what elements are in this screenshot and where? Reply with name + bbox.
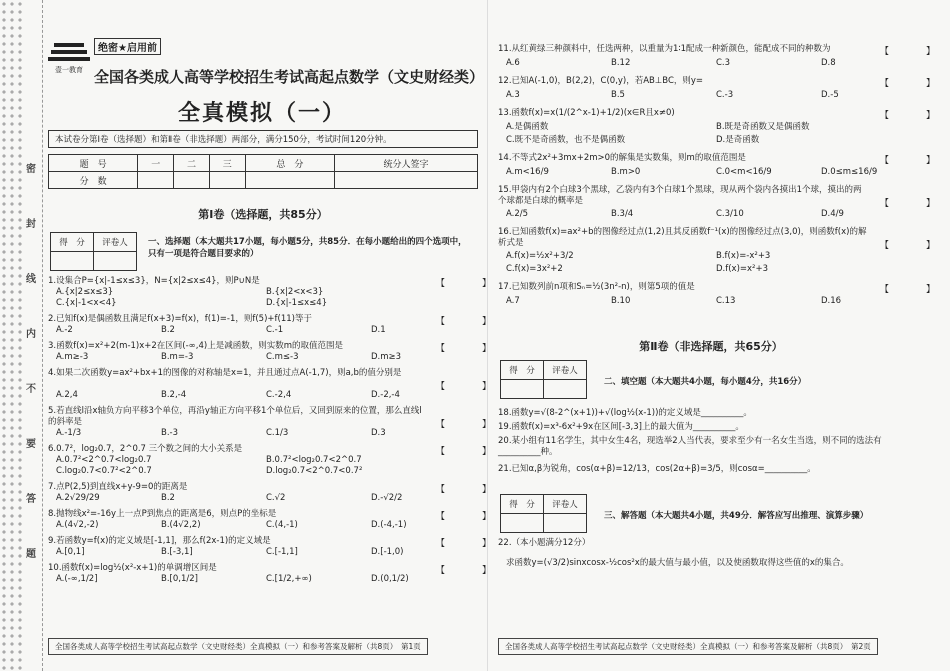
option-row bbox=[506, 209, 926, 220]
question-text: 2.已知f(x)是偶函数且满足f(x+3)=f(x)，f(1)=-1，则f(5)+f(11)等于 bbox=[48, 314, 312, 324]
score-header: 题 号 bbox=[49, 155, 138, 172]
option-row bbox=[506, 135, 926, 146]
question-text: 3.函数f(x)=x²+2(m-1)x+2在区间(-∞,4)上是减函数，则实数m的取值范围是 bbox=[48, 341, 343, 351]
option: C.既不是奇函数，也不是偶函数 bbox=[506, 135, 626, 145]
option: D.-√2/2 bbox=[371, 493, 403, 503]
page-footer-right: 全国各类成人高等学校招生考试高起点数学（文史财经类）全真模拟（一）和参考答案及解析（共8页） 第2页 bbox=[498, 638, 878, 655]
option: B.2 bbox=[161, 325, 175, 335]
exam-notice: 本试卷分第Ⅰ卷（选择题）和第Ⅱ卷（非选择题）两部分，满分150分，考试时间120分钟。 bbox=[48, 130, 478, 148]
option-row bbox=[56, 390, 476, 401]
option-row bbox=[56, 287, 476, 298]
question-text: 11.从红黄绿三种颜料中，任选两种，以重量为1∶1配成一种新颜色，能配成不同的种数为 bbox=[498, 44, 831, 54]
option-row bbox=[506, 90, 926, 101]
question-text: 10.函数f(x)=log½(x²-x+1)的单调增区间是 bbox=[48, 563, 217, 573]
question-text: 8.抛物线x²=-16y上一点P到焦点的距离是6，则点P的坐标是 bbox=[48, 509, 277, 519]
logo-text: 壹一教育 bbox=[55, 66, 83, 74]
option-row bbox=[56, 493, 476, 504]
answer-bracket: 【 】 bbox=[880, 111, 950, 121]
option: C.1/3 bbox=[266, 428, 289, 438]
answer-bracket: 【 】 bbox=[436, 566, 506, 576]
option-row bbox=[56, 325, 476, 336]
option: C.m≤-3 bbox=[266, 352, 299, 362]
question-text: 12.已知A(-1,0)，B(2,2)，C(0,y)，若AB⊥BC，则y= bbox=[498, 76, 704, 86]
answer-bracket: 【 】 bbox=[436, 420, 506, 430]
option: B.[0,1/2] bbox=[161, 574, 198, 584]
option: A.{x|2≤x≤3} bbox=[56, 287, 114, 297]
option: B.f(x)=-x²+3 bbox=[716, 251, 771, 261]
option-row bbox=[506, 58, 926, 69]
answer-bracket: 【 】 bbox=[436, 539, 506, 549]
section-1-instructions: 一、选择题（本大题共17小题，每小题5分，共85分．在每小题给出的四个选项中，只有一项是符合题目要求的） bbox=[148, 237, 467, 259]
question-text: 16.已知函数f(x)=ax²+b的图像经过点(1,2)且其反函数f⁻¹(x)的图像经过点(3,0)，则函数f(x)的解析式是 bbox=[498, 227, 867, 248]
option: A.2/5 bbox=[506, 209, 529, 219]
option: C.13 bbox=[716, 296, 736, 306]
grader-box bbox=[500, 360, 587, 399]
publisher-logo bbox=[48, 40, 90, 90]
section-3-instructions: 三、解答题（本大题共4小题，共49分．解答应写出推理、演算步骤） bbox=[604, 511, 869, 521]
option-row bbox=[56, 547, 476, 558]
option: C.√2 bbox=[266, 493, 286, 503]
option: D.-5 bbox=[821, 90, 839, 100]
option: A.2√29/29 bbox=[56, 493, 100, 503]
option: C.3/10 bbox=[716, 209, 744, 219]
fill-question: 18.函数y=√(8-2^(x+1))+√(log½(x-1))的定义域是__________。 bbox=[498, 408, 752, 418]
option: A.m≥-3 bbox=[56, 352, 89, 362]
option: B.10 bbox=[611, 296, 631, 306]
option: D.是奇函数 bbox=[716, 135, 760, 145]
seal-char: 线 bbox=[26, 274, 36, 285]
option: D.(0,1/2) bbox=[371, 574, 409, 584]
option: B.m>0 bbox=[611, 167, 641, 177]
option: B.m=-3 bbox=[161, 352, 194, 362]
answer-bracket: 【 】 bbox=[880, 47, 950, 57]
question-text: 17.已知数列前n项和Sₙ=½(3n²-n)，则第5项的值是 bbox=[498, 282, 695, 292]
option-row bbox=[506, 122, 926, 133]
question-text: 4.如果二次函数y=ax²+bx+1的图像的对称轴是x=1，并且通过点A(-1,7)，则a,b的值分别是 bbox=[48, 368, 402, 378]
option: A.-1/3 bbox=[56, 428, 82, 438]
option: A.3 bbox=[506, 90, 520, 100]
option: A.(-∞,1/2] bbox=[56, 574, 98, 584]
answer-bracket: 【 】 bbox=[880, 199, 950, 209]
grader-name-label: 评卷人 bbox=[94, 233, 137, 252]
seal-line bbox=[24, 0, 43, 671]
option: C.-1 bbox=[266, 325, 284, 335]
option: B.{x|2<x<3} bbox=[266, 287, 324, 297]
option: B.2,-4 bbox=[161, 390, 187, 400]
option: B.12 bbox=[611, 58, 631, 68]
answer-bracket: 【 】 bbox=[880, 79, 950, 89]
option: B.(4√2,2) bbox=[161, 520, 201, 530]
section-2-instructions: 二、填空题（本大题共4小题，每小题4分，共16分） bbox=[604, 377, 807, 387]
option: D.[-1,0) bbox=[371, 547, 404, 557]
option: D.1 bbox=[371, 325, 386, 335]
option-row bbox=[56, 298, 476, 309]
option: B.2 bbox=[161, 493, 175, 503]
perforation-strip bbox=[0, 0, 22, 671]
option: B.5 bbox=[611, 90, 625, 100]
score-header: 二 bbox=[174, 155, 210, 172]
option: D.0≤m≤16/9 bbox=[821, 167, 878, 177]
answer-bracket: 【 】 bbox=[880, 285, 950, 295]
question-text: 6.0.7²，log₂0.7，2^0.7 三个数之间的大小关系是 bbox=[48, 444, 243, 454]
option: A.[0,1] bbox=[56, 547, 85, 557]
grader-name-label: 评卷人 bbox=[544, 361, 587, 380]
option-row bbox=[506, 167, 926, 178]
paper-title: 全真模拟（一） bbox=[178, 101, 347, 126]
grader-score-label: 得 分 bbox=[501, 361, 544, 380]
option: C.-2,4 bbox=[266, 390, 292, 400]
question-text: 5.若直线l沿x轴负方向平移3个单位，再沿y轴正方向平移1个单位后，又回到原来的位置，那么直线l的斜率是 bbox=[48, 406, 422, 427]
question-text: 15.甲袋内有2个白球3个黑球，乙袋内有3个白球1个黑球，现从两个袋内各摸出1个球，摸出的两个球都是白球的概率是 bbox=[498, 185, 862, 206]
answer-bracket: 【 】 bbox=[880, 156, 950, 166]
option: A.6 bbox=[506, 58, 520, 68]
question-text: 7.点P(2,5)到直线x+y-9=0的距离是 bbox=[48, 482, 188, 492]
option: C.[1/2,+∞) bbox=[266, 574, 312, 584]
fill-question: 21.已知α,β为锐角，cos(α+β)=12/13，cos(2α+β)=3/5，则cosα=__________。 bbox=[498, 464, 816, 474]
option: A.0.7²<2^0.7<log₂0.7 bbox=[56, 455, 152, 465]
confidential-badge: 绝密★启用前 bbox=[94, 38, 161, 55]
seal-char: 不 bbox=[26, 384, 36, 395]
option: D.m≥3 bbox=[371, 352, 402, 362]
answer-bracket: 【 】 bbox=[436, 344, 506, 354]
option: C.[-1,1] bbox=[266, 547, 298, 557]
option-row bbox=[56, 466, 476, 477]
option: D.4/9 bbox=[821, 209, 844, 219]
option: D.{x|-1≤x≤4} bbox=[266, 298, 328, 308]
option: A.m<16/9 bbox=[506, 167, 549, 177]
option-row bbox=[506, 251, 926, 262]
option: D.(-4,-1) bbox=[371, 520, 407, 530]
seal-char: 要 bbox=[26, 439, 36, 450]
answer-bracket: 【 】 bbox=[436, 447, 506, 457]
option-row bbox=[56, 574, 476, 585]
fill-question: 19.函数f(x)=x³-6x²+9x在区间[-3,3]上的最大值为__________。 bbox=[498, 422, 744, 432]
option: A.是偶函数 bbox=[506, 122, 549, 132]
question-text: 13.函数f(x)=x(1/(2^x-1)+1/2)(x∈R且x≠0) bbox=[498, 108, 675, 118]
score-header: 三 bbox=[209, 155, 245, 172]
seal-char: 内 bbox=[26, 329, 36, 340]
option-row bbox=[56, 455, 476, 466]
question-22-body: 求函数y=(√3/2)sinxcosx-½cos²x的最大值与最小值，以及使函数取得这些值的x的集合。 bbox=[506, 558, 849, 568]
score-table bbox=[48, 154, 478, 189]
answer-bracket: 【 】 bbox=[436, 485, 506, 495]
option: A.f(x)=½x²+3/2 bbox=[506, 251, 574, 261]
fill-question: 20.某小组有11名学生，其中女生4名，现选举2人当代表，要求至少有一名女生当选，则不同的选法有__________种。 bbox=[498, 436, 882, 457]
left-column bbox=[48, 8, 506, 651]
answer-bracket: 【 】 bbox=[436, 382, 506, 392]
right-column bbox=[498, 8, 950, 651]
option: C.3 bbox=[716, 58, 731, 68]
option: A.2,4 bbox=[56, 390, 78, 400]
option: B.既是奇函数又是偶函数 bbox=[716, 122, 810, 132]
option: C.0<m<16/9 bbox=[716, 167, 772, 177]
option: A.7 bbox=[506, 296, 520, 306]
option-row bbox=[506, 296, 926, 307]
score-header: 一 bbox=[138, 155, 174, 172]
answer-bracket: 【 】 bbox=[880, 241, 950, 251]
grader-name-label: 评卷人 bbox=[544, 495, 587, 514]
question-text: 9.若函数y=f(x)的定义域是[-1,1]，那么f(2x-1)的定义域是 bbox=[48, 536, 271, 546]
option: C.{x|-1<x<4} bbox=[56, 298, 117, 308]
option: B.-3 bbox=[161, 428, 179, 438]
option: B.0.7²<log₂0.7<2^0.7 bbox=[266, 455, 362, 465]
question-text: 1.设集合P={x|-1≤x≤3}，N={x|2≤x≤4}，则P∪N是 bbox=[48, 276, 260, 286]
answer-bracket: 【 】 bbox=[436, 279, 506, 289]
grader-score-label: 得 分 bbox=[501, 495, 544, 514]
option: C.log₂0.7<0.7²<2^0.7 bbox=[56, 466, 152, 476]
section-2-title: 第Ⅱ卷（非选择题，共65分） bbox=[639, 340, 783, 353]
question-22-heading: 22.（本小题满分12分） bbox=[498, 538, 591, 548]
grader-score-label: 得 分 bbox=[51, 233, 94, 252]
score-row-label: 分 数 bbox=[49, 172, 138, 189]
grader-box bbox=[50, 232, 137, 271]
section-1-title: 第Ⅰ卷（选择题，共85分） bbox=[198, 208, 328, 221]
option: C.f(x)=3x²+2 bbox=[506, 264, 563, 274]
grader-box bbox=[500, 494, 587, 533]
exam-title: 全国各类成人高等学校招生考试高起点数学（文史财经类） bbox=[94, 68, 485, 86]
option: D.f(x)=x²+3 bbox=[716, 264, 768, 274]
option: D.3 bbox=[371, 428, 386, 438]
option: A.(4√2,-2) bbox=[56, 520, 99, 530]
option: D.8 bbox=[821, 58, 836, 68]
question-text: 14.不等式2x²+3mx+2m>0的解集是实数集，则m的取值范围是 bbox=[498, 153, 746, 163]
option-row bbox=[56, 520, 476, 531]
option: D.16 bbox=[821, 296, 842, 306]
answer-bracket: 【 】 bbox=[436, 317, 506, 327]
page-footer-left: 全国各类成人高等学校招生考试高起点数学（文史财经类）全真模拟（一）和参考答案及解析（共8页） 第1页 bbox=[48, 638, 428, 655]
option: B.3/4 bbox=[611, 209, 634, 219]
option-row bbox=[56, 352, 476, 363]
option: D.log₂0.7<2^0.7<0.7² bbox=[266, 466, 363, 476]
score-header: 总 分 bbox=[245, 155, 334, 172]
seal-char: 答 bbox=[26, 494, 36, 505]
answer-bracket: 【 】 bbox=[436, 512, 506, 522]
seal-char: 密 bbox=[26, 164, 36, 175]
option: B.[-3,1] bbox=[161, 547, 193, 557]
score-header: 统分人签字 bbox=[335, 155, 478, 172]
option-row bbox=[506, 264, 926, 275]
option: A.-2 bbox=[56, 325, 73, 335]
option: D.-2,-4 bbox=[371, 390, 400, 400]
option: C.(4,-1) bbox=[266, 520, 298, 530]
seal-char: 题 bbox=[26, 549, 36, 560]
option-row bbox=[56, 428, 476, 439]
option: C.-3 bbox=[716, 90, 734, 100]
seal-char: 封 bbox=[26, 219, 36, 230]
